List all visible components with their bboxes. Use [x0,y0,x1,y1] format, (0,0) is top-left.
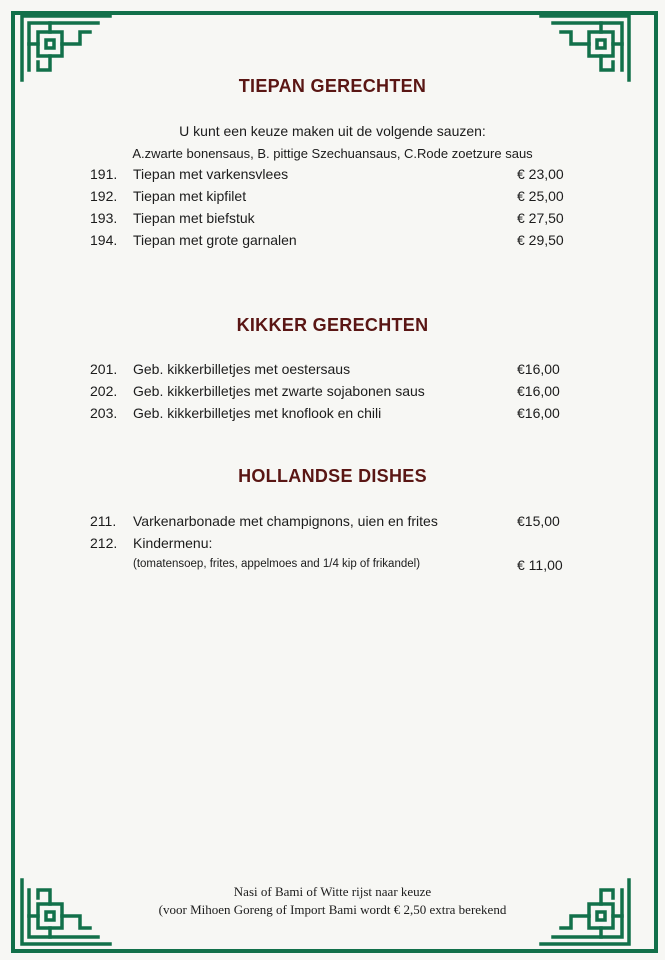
item-number: 194. [90,232,118,248]
menu-item [90,210,582,230]
menu-item [90,188,582,208]
item-price: €16,00 [517,405,560,421]
menu-item [90,383,582,403]
menu-item [90,166,582,186]
item-number: 191. [90,166,118,182]
item-name: Geb. kikkerbilletjes met zwarte sojabonen saus [133,383,425,399]
item-name: Geb. kikkerbilletjes met oestersaus [133,361,351,377]
item-name: Tiepan met kipfilet [133,188,247,204]
section-title-kikker: KIKKER GERECHTEN [236,315,429,335]
footer-line-2: (voor Mihoen Goreng of Import Bami wordt € 2,50 extra berekend [158,902,507,917]
item-price: €16,00 [517,361,560,377]
menu-item [90,535,582,555]
item-name: Geb. kikkerbilletjes met knoflook en chili [133,405,382,421]
knot-corner-top-left-icon [20,14,112,84]
section-title-hollandse: HOLLANDSE DISHES [238,466,427,486]
item-price: € 27,50 [517,210,564,226]
item-price: € 25,00 [517,188,564,204]
kindermenu-note: (tomatensoep, frites, appelmoes and 1/4 kip of frikandel) [133,558,421,570]
item-number: 211. [90,513,117,529]
footer-line-1: Nasi of Bami of Witte rijst naar keuze [233,884,432,899]
item-name: Kindermenu: [133,535,213,551]
menu-item [90,361,582,381]
item-price: € 23,00 [517,166,564,182]
item-number: 201. [90,361,118,377]
item-price: €15,00 [517,513,560,529]
menu-item-note [90,557,582,577]
item-number: 202. [90,383,118,399]
item-number: 212. [90,535,118,551]
item-name: Tiepan met varkensvlees [133,166,289,182]
item-number: 192. [90,188,118,204]
sauce-options: A.zwarte bonensaus, B. pittige Szechuansaus, C.Rode zoetzure saus [132,146,533,161]
item-number: 193. [90,210,118,226]
item-price: € 11,00 [517,557,563,573]
item-price: € 29,50 [517,232,564,248]
section-title-tiepan: TIEPAN GERECHTEN [238,76,427,96]
menu-item [90,405,582,425]
item-price: €16,00 [517,383,560,399]
item-number: 203. [90,405,118,421]
item-name: Varkenarbonade met champignons, uien en frites [133,513,438,529]
sauce-intro: U kunt een keuze maken uit de volgende sauzen: [179,123,486,139]
knot-corner-top-right-icon [539,14,631,84]
item-name: Tiepan met grote garnalen [133,232,297,248]
menu-item [90,232,582,252]
menu-item [90,513,582,533]
item-name: Tiepan met biefstuk [133,210,255,226]
